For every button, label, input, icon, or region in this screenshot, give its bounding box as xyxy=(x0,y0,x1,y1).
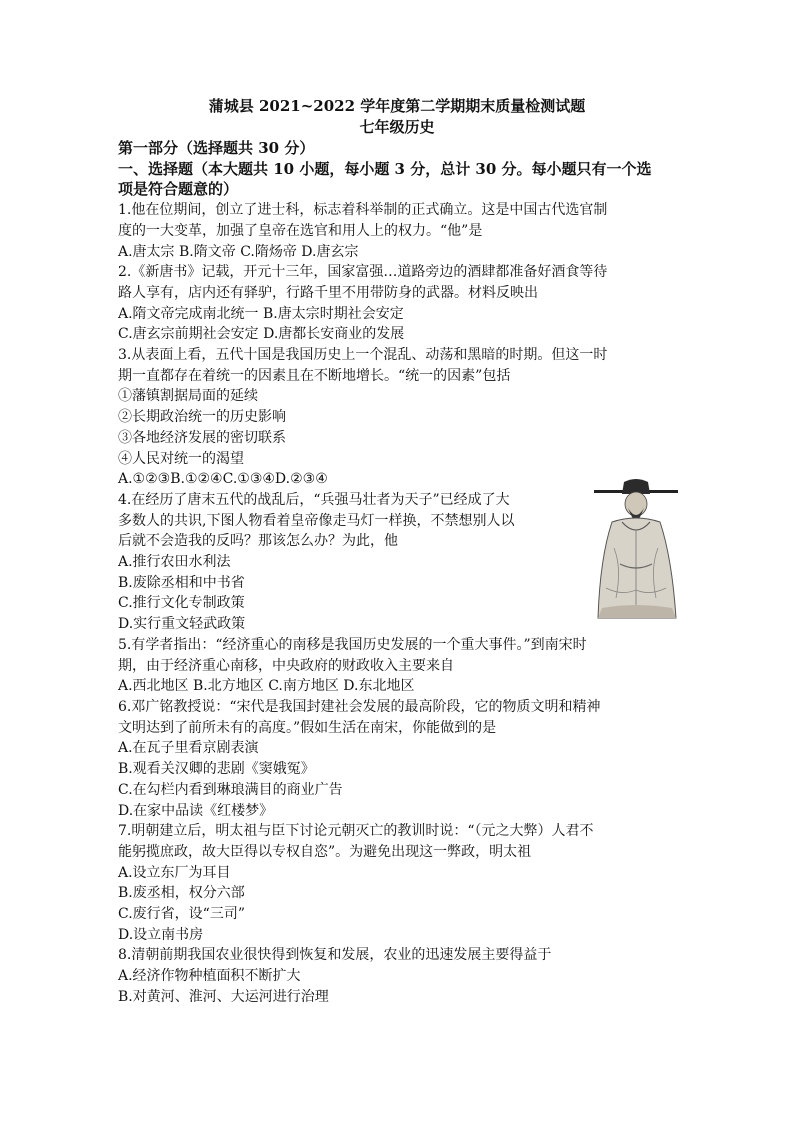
q3-item-2: ②长期政治统一的历史影响 xyxy=(118,409,286,426)
q1-options: A.唐太宗 B.隋文帝 C.隋炀帝 D.唐玄宗 xyxy=(118,243,359,260)
q6-option-c: C.在勾栏内看到琳琅满目的商业广告 xyxy=(118,781,343,798)
section-heading-line2: 项是符合题意的） xyxy=(118,180,239,199)
q5-stem-line1: 5.有学者指出：“经济重心的南移是我国历史发展的一个重大事件。”到南宋时 xyxy=(118,636,587,653)
q7-option-d: D.设立南书房 xyxy=(118,926,204,943)
q6-option-b: B.观看关汉卿的悲剧《窦娥冤》 xyxy=(118,761,315,778)
q1-stem-line2: 度的一大变革，加强了皇帝在选官和用人上的权力。“他”是 xyxy=(118,222,483,239)
section-heading-line1: 一、选择题（本大题共 10 小题，每小题 3 分，总计 30 分。每小题只有一个选 xyxy=(118,159,652,178)
q7-stem-line1: 7.明朝建立后，明太祖与臣下讨论元朝灭亡的教训时说：“（元之大弊）人君不 xyxy=(118,823,594,840)
q7-stem-line2: 能躬揽庶政，故大臣得以专权自恣”。为避免出现这一弊政，明太祖 xyxy=(118,843,532,860)
q2-stem-line1: 2.《新唐书》记载，开元十三年，国家富强…道路旁边的酒肆都准备好酒食等待 xyxy=(118,264,608,281)
q5-options: A.西北地区 B.北方地区 C.南方地区 D.东北地区 xyxy=(118,678,415,695)
q7-option-a: A.设立东厂为耳目 xyxy=(118,864,231,881)
q3-item-1: ①藩镇割据局面的延续 xyxy=(118,388,258,405)
q4-option-d: D.实行重文轻武政策 xyxy=(118,616,246,633)
exam-title: 蒲城县 2021~2022 学年度第二学期期末质量检测试题 xyxy=(208,97,586,115)
q4-stem-line3: 后就不会造我的反吗？那该怎么办？为此，他 xyxy=(118,533,398,550)
q4-option-a: A.推行农田水利法 xyxy=(118,554,231,571)
q3-options: A.①②③B.①②④C.①③④D.②③④ xyxy=(118,471,328,488)
q4-option-c: C.推行文化专制政策 xyxy=(118,595,245,612)
exam-subtitle: 七年级历史 xyxy=(359,118,435,136)
q2-stem-line2: 路人享有，店内还有驿驴，行路千里不用带防身的武器。材料反映出 xyxy=(118,284,538,301)
q6-option-d: D.在家中品读《红楼梦》 xyxy=(118,802,274,819)
q2-options-line2: C.唐玄宗前期社会安定 D.唐都长安商业的发展 xyxy=(118,326,405,343)
q7-option-b: B.废丞相，权分六部 xyxy=(118,885,245,902)
exam-content xyxy=(118,138,674,1008)
q6-stem-line1: 6.邓广铭教授说：“宋代是我国封建社会发展的最高阶段，它的物质文明和精神 xyxy=(118,698,601,715)
q2-options-line1: A.隋文帝完成南北统一 B.唐太宗时期社会安定 xyxy=(118,305,404,322)
q4-stem-line2: 多数人的共识,下图人物看着皇帝像走马灯一样换，不禁想别人以 xyxy=(118,512,515,529)
q4-option-b: B.废除丞相和中书省 xyxy=(118,574,245,591)
q7-option-c: C.废行省，设“三司” xyxy=(118,906,245,923)
part-heading: 第一部分（选择题共 30 分） xyxy=(118,139,315,157)
q6-stem-line2: 文明达到了前所未有的高度。”假如生活在南宋，你能做到的是 xyxy=(118,719,497,736)
q3-item-3: ③各地经济发展的密切联系 xyxy=(118,429,286,446)
q3-stem-line2: 期一直都存在着统一的因素且在不断地增长。“统一的因素”包括 xyxy=(118,367,511,384)
q6-option-a: A.在瓦子里看京剧表演 xyxy=(118,740,259,757)
q8-option-b: B.对黄河、淮河、大运河进行治理 xyxy=(118,988,329,1005)
q3-stem-line1: 3.从表面上看，五代十国是我国历史上一个混乱、动荡和黑暗的时期。但这一时 xyxy=(118,347,608,364)
q5-stem-line2: 期，由于经济重心南移，中央政府的财政收入主要来自 xyxy=(118,657,454,674)
q1-stem-line1: 1.他在位期间，创立了进士科，标志着科举制的正式确立。这是中国古代选官制 xyxy=(118,202,608,219)
q3-item-4: ④人民对统一的渴望 xyxy=(118,450,244,467)
q8-stem-line1: 8.清朝前期我国农业很快得到恢复和发展，农业的迅速发展主要得益于 xyxy=(118,947,552,964)
emperor-portrait-image xyxy=(592,478,680,626)
q8-option-a: A.经济作物种植面积不断扩大 xyxy=(118,968,301,985)
q4-stem-line1: 4.在经历了唐末五代的战乱后，“兵强马壮者为天子”已经成了大 xyxy=(118,491,510,508)
